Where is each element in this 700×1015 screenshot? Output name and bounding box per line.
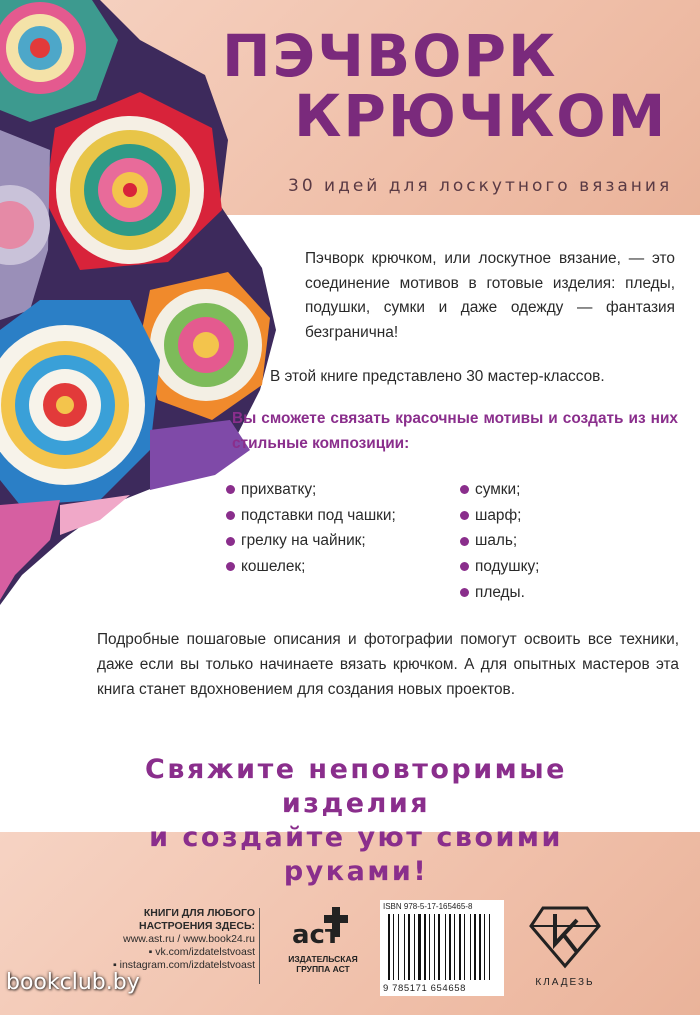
bullet-icon xyxy=(460,588,469,597)
ast-caption-2: ГРУППА АСТ xyxy=(296,964,350,974)
promo-instagram: ▪ instagram.com/izdatelstvoast xyxy=(112,959,255,971)
list-item: пледы. xyxy=(460,580,539,606)
promo-heading-2: НАСТРОЕНИЯ ЗДЕСЬ: xyxy=(139,920,255,932)
bullet-icon xyxy=(460,485,469,494)
bullet-icon xyxy=(460,562,469,571)
ast-logo-text: аст xyxy=(292,920,341,949)
list-item: подушку; xyxy=(460,554,539,580)
list-item: грелку на чайник; xyxy=(226,528,396,554)
bullet-icon xyxy=(226,562,235,571)
count-paragraph: В этой книге представлено 30 мастер-классов. xyxy=(270,368,605,385)
title-line-1: ПЭЧВОРК xyxy=(222,22,558,90)
diamond-icon xyxy=(527,900,603,970)
highlight-paragraph: Вы сможете связать красочные мотивы и создать из них стильные композиции: xyxy=(232,410,678,452)
bullet-icon xyxy=(460,511,469,520)
isbn-text: ISBN 978-5-17-165465-8 xyxy=(383,902,473,911)
list-item: кошелек; xyxy=(226,554,396,580)
barcode-bars xyxy=(380,900,504,996)
promo-websites: www.ast.ru / www.book24.ru xyxy=(123,933,255,945)
kladez-label: КЛАДЕЗЬ xyxy=(535,977,595,988)
bullet-icon xyxy=(226,511,235,520)
bullet-icon xyxy=(226,537,235,546)
list-item: шаль; xyxy=(460,528,539,554)
promo-vk: ▪ vk.com/izdatelstvoast xyxy=(148,946,255,958)
vk-icon: ▪ xyxy=(148,946,156,958)
description-paragraph: Подробные пошаговые описания и фотографии помогут освоить все техники, даже если вы только начинаете вязать крючком. А для опытных мастеров эта книга станет вдохновением для создания новых проектов. xyxy=(97,631,679,698)
barcode-digits: 9 785171 654658 xyxy=(383,983,466,994)
list-item: сумки; xyxy=(460,477,539,503)
ast-publisher-logo xyxy=(278,905,368,974)
ast-logo-icon xyxy=(288,905,358,949)
projects-list-left xyxy=(226,477,396,580)
slogan xyxy=(96,753,616,889)
list-item: подставки под чашки; xyxy=(226,503,396,529)
title-line-2: КРЮЧКОМ xyxy=(294,82,668,150)
book-subtitle: 30 идей для лоскутного вязания xyxy=(288,176,673,196)
list-item: шарф; xyxy=(460,503,539,529)
bullet-icon xyxy=(226,485,235,494)
promo-heading-1: КНИГИ ДЛЯ ЛЮБОГО xyxy=(143,907,255,919)
kladez-imprint-logo xyxy=(520,900,610,988)
list-item: прихватку; xyxy=(226,477,396,503)
instagram-icon: ▪ xyxy=(112,959,120,971)
slogan-line-1: Свяжите неповторимые изделия xyxy=(145,754,567,819)
bullet-icon xyxy=(460,537,469,546)
publisher-promo xyxy=(85,907,255,972)
watermark: bookclub.by xyxy=(6,970,140,995)
projects-list-right xyxy=(460,477,539,605)
book-title xyxy=(222,22,692,150)
intro-paragraph: Пэчворк крючком, или лоскутное вязание, — это соединение мотивов в готовые изделия: пледы, подушки, сумки и даже одежду — фантазия безгранична! xyxy=(305,250,675,341)
slogan-line-2: и создайте уют своими руками! xyxy=(149,822,563,887)
ast-caption-1: ИЗДАТЕЛЬСКАЯ xyxy=(288,954,358,964)
divider xyxy=(259,908,260,984)
isbn-barcode xyxy=(380,900,504,996)
